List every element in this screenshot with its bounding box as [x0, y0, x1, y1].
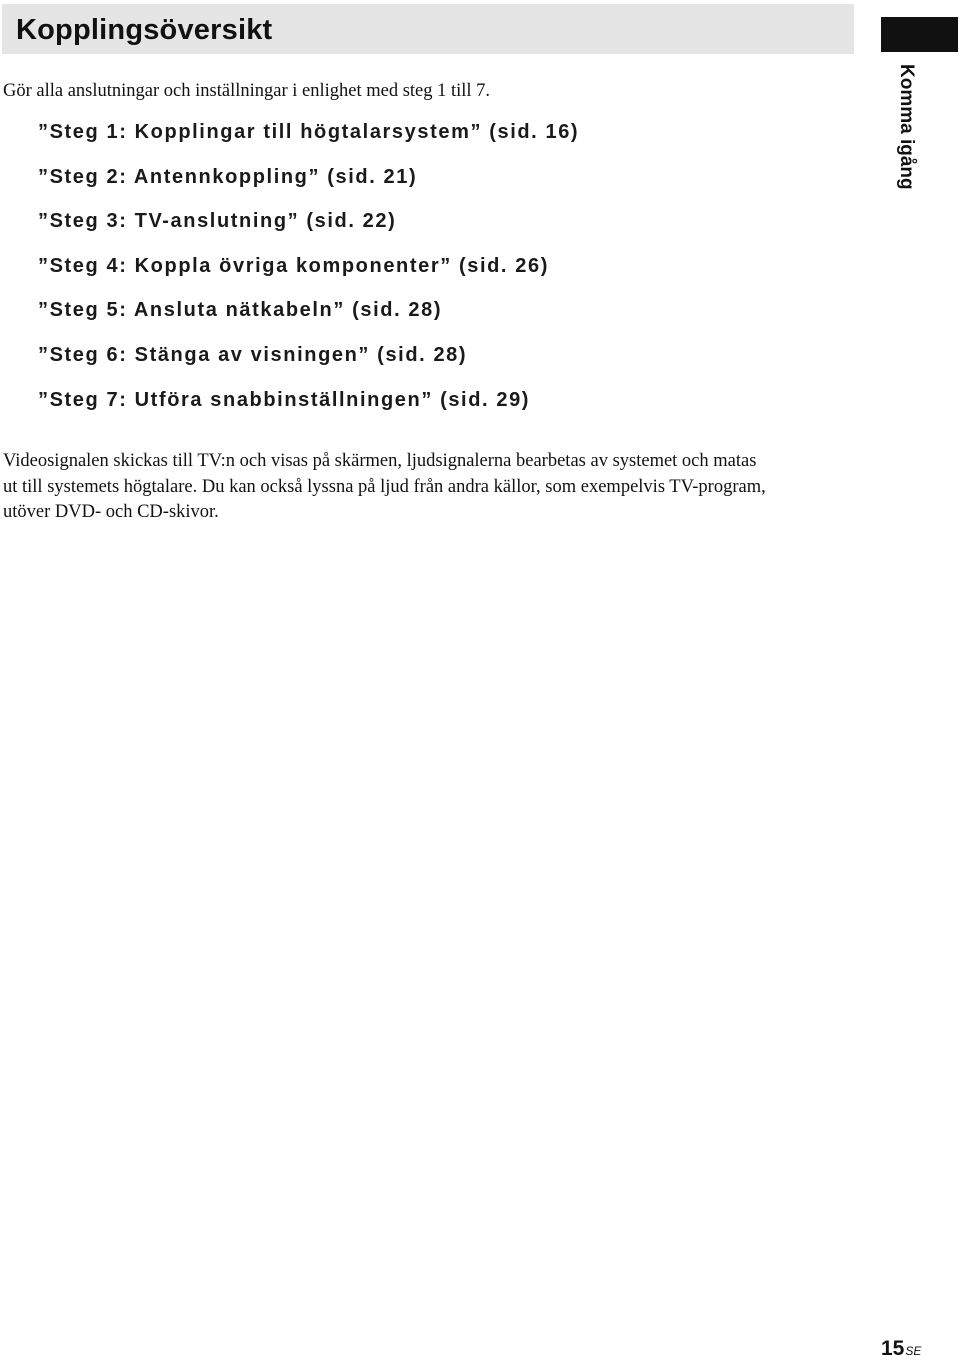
body-line: utöver DVD- och CD-skivor.	[3, 502, 219, 522]
side-tab	[893, 64, 923, 224]
step-2-link[interactable]: ”Steg 2: Antennkoppling” (sid. 21)	[38, 165, 418, 188]
step-7-link[interactable]: ”Steg 7: Utföra snabbinställningen” (sid. 29)	[38, 388, 531, 411]
step-1-link[interactable]: ”Steg 1: Kopplingar till högtalarsystem” (sid. 16)	[38, 121, 580, 143]
step-3-link[interactable]: ”Steg 3: TV-anslutning” (sid. 22)	[38, 210, 397, 233]
body-paragraph	[3, 449, 863, 526]
step-6-link[interactable]: ”Steg 6: Stänga av visningen” (sid. 28)	[38, 343, 468, 366]
steps-list	[38, 117, 579, 429]
step-5-link[interactable]: ”Steg 5: Ansluta nätkabeln” (sid. 28)	[38, 299, 443, 322]
page-number-suffix: SE	[905, 1344, 922, 1358]
page-number	[881, 1336, 921, 1362]
body-line: Videosignalen skickas till TV:n och visas på skärmen, ljudsignalerna bearbetas av systemet och matas	[3, 451, 757, 471]
step-4-link[interactable]: ”Steg 4: Koppla övriga komponenter” (sid. 26)	[38, 254, 549, 277]
page-title: Kopplingsöversikt	[16, 14, 273, 46]
side-tab-label: Komma igång	[896, 64, 917, 190]
page-number-value: 15	[881, 1337, 905, 1360]
section-marker-block	[881, 17, 958, 52]
intro-text: Gör alla anslutningar och inställningar i enlighet med steg 1 till 7.	[3, 81, 491, 101]
body-line: ut till systemets högtalare. Du kan också lyssna på ljud från andra källor, som exempelvis TV-program,	[3, 476, 766, 497]
section-title-bar	[2, 4, 854, 54]
